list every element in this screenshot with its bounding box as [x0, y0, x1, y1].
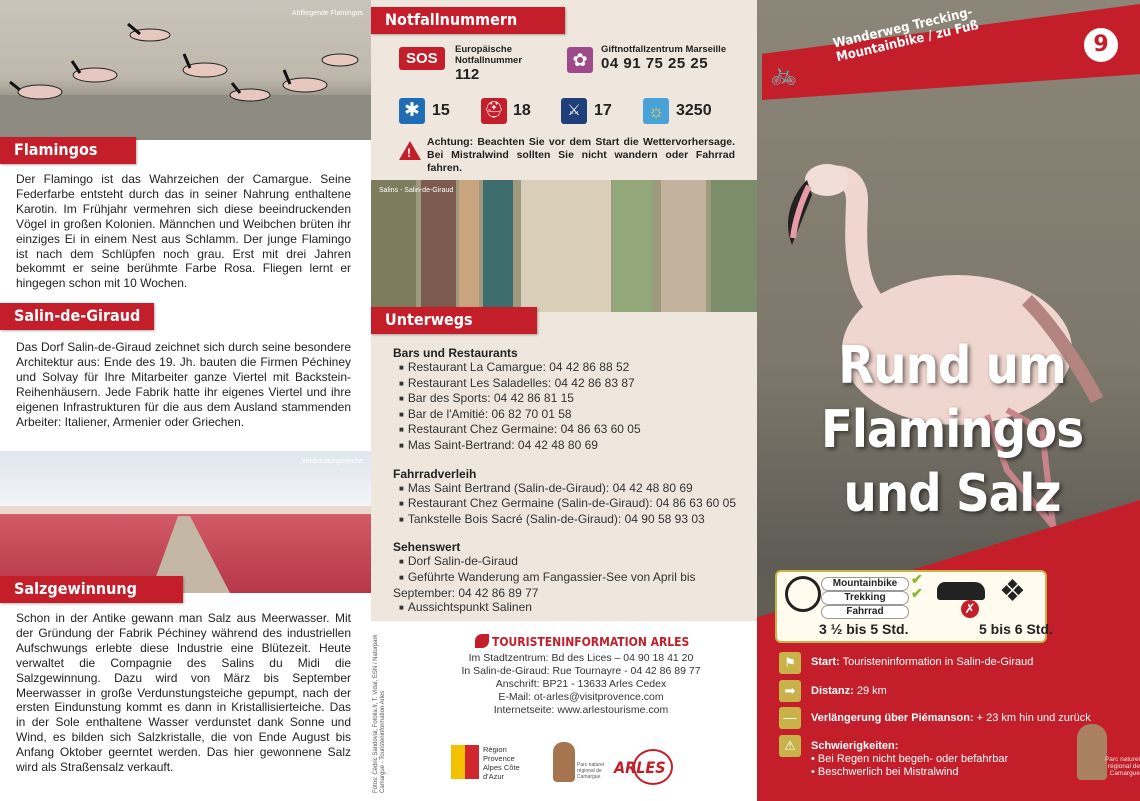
list-item: ■ Restaurant Chez Germaine (Salin-de-Giraud): 04 86 63 60 05: [393, 496, 753, 512]
sos-badge: SOS: [399, 47, 445, 70]
ti-line: Anschrift: BP21 - 13633 Arles Cedex: [495, 678, 667, 690]
warning-mark: !: [407, 146, 411, 160]
list-item: ■ Restaurant La Camargue: 04 42 86 88 52: [393, 360, 753, 376]
ti-title: TOURISTENINFORMATION ARLES: [492, 635, 690, 649]
distanz-value: 29 km: [856, 685, 887, 697]
parc-logo-text: Parc naturel régional de Camargue: [1104, 756, 1140, 777]
start-row: [811, 656, 1033, 668]
photo-caption: Verdunstungsteiche: [301, 458, 363, 465]
credits-vertical: Fotos: Cédric Sandoval, Fotolia.fr, T. Vidal, ESN / Naturpark Camargue - Touristeninformation Arles: [373, 634, 386, 793]
salin-heading: Salin-de-Giraud: [0, 303, 154, 330]
list-item: ■ Aussichtspunkt Salinen: [393, 600, 753, 616]
list-item: • Beschwerlich bei Mistralwind: [811, 766, 959, 778]
gift-label: Giftnotfallzentrum Marseille: [601, 44, 727, 55]
firefighter-icon: ⛑: [481, 98, 507, 124]
weather-icon: ☼: [643, 98, 669, 124]
unterwegs-content: [393, 336, 753, 616]
ti-line: Internetseite: www.arlestourisme.com: [493, 704, 669, 716]
arles-logo-ring: [633, 749, 673, 785]
time-bike: 3 ½ bis 5 Std.: [819, 621, 909, 637]
arrow-right-icon: ➡: [779, 680, 801, 702]
list-item: • Bei Regen nicht begeh- oder befahrbar: [811, 753, 1009, 765]
list-item: ■ Tankstelle Bois Sacré (Salin-de-Giraud): 04 90 58 93 03: [393, 512, 753, 528]
parc-logo-small: [553, 742, 575, 782]
photo-caption: Abfliegende Flamingos: [291, 10, 363, 17]
car-icon: [937, 582, 985, 600]
route-type: Wanderweg Trecking- Mountainbike / zu Fuß: [831, 4, 981, 66]
start-icon: ⚑: [779, 652, 801, 674]
ambulance-icon: ✱: [399, 98, 425, 124]
ti-line: In Salin-de-Giraud: Rue Tournayre - 04 42 86 89 77: [461, 665, 701, 677]
start-value: Touristeninformation in Salin-de-Giraud: [842, 656, 1034, 668]
poison-icon: ✿: [567, 47, 593, 73]
eu-label: Europäische Notfallnummer: [455, 44, 523, 66]
check-icon: ✔ ✔: [911, 571, 923, 601]
flamingos-heading: Flamingos: [0, 137, 136, 164]
time-foot: 5 bis 6 Std.: [979, 621, 1053, 637]
schw-label: Schwierigkeiten:: [811, 740, 899, 752]
route-number-badge: 9: [1081, 25, 1121, 65]
region-logo-text: Région Provence Alpes Côte d'Azur: [483, 745, 520, 781]
fahrrad-heading: Fahrradverleih: [393, 466, 477, 481]
flamingos-paragraph: Der Flamingo ist das Wahrzeichen der Camargue. Seine Federfarbe entsteht durch das in seiner Nahrung enthaltene Karotin. Im Frühjahr vermehren sich diese beeindruckenden Vögel in großen Kolonien. Männchen und Weibchen brüten ihr einziges Ei in einem Nest aus Schlamm. Der junge Flamingo ist nach dem Schlüpfen noch grau. Erst mit drei Jahren bekommt er seine berühmte Farbe Rosa. Fliegen lernt er hingegen schon mit 10 Wochen.: [16, 172, 351, 291]
mode-fahrrad: Fahrrad: [821, 605, 909, 619]
verl-label: Verlängerung über Piémanson:: [811, 712, 974, 724]
cover-title-line2: Flamingos: [820, 400, 1084, 460]
arles-logo: ARLES: [614, 758, 666, 777]
start-label: Start:: [811, 656, 840, 668]
warning-text: Achtung: Beachten Sie vor dem Start die Wettervorhersage. Bei Mistralwind sollten Sie nicht wandern oder Fahrrad fahren.: [427, 136, 735, 174]
no-car-icon: ✗: [961, 600, 979, 618]
ti-line: Im Stadtzentrum: Bd des Lices – 04 90 18 41 20: [468, 652, 694, 664]
cover-column: [757, 0, 1140, 801]
list-item: ■ Geführte Wanderung am Fangassier-See von April bis September: 04 42 86 89 77: [393, 570, 753, 600]
notfall-heading: Notfallnummern: [371, 7, 565, 34]
number-samu: 15: [432, 102, 450, 119]
mode-mountainbike: Mountainbike: [821, 577, 909, 591]
poison-center: [601, 44, 726, 72]
cover-title-line3: und Salz: [843, 464, 1061, 524]
bars-heading: Bars und Restaurants: [393, 346, 518, 360]
list-item: ■ Mas Saint Bertrand (Salin-de-Giraud): 04 42 48 80 69: [393, 481, 753, 497]
ti-line: E-Mail: ot-arles@visitprovence.com: [498, 691, 664, 703]
list-item: ■ Restaurant Chez Germaine: 04 86 63 60 05: [393, 422, 753, 438]
gift-number: 04 91 75 25 25: [601, 55, 709, 72]
salt-fields-aerial-photo: [371, 180, 757, 312]
verl-value: + 23 km hin und zurück: [976, 712, 1091, 724]
distanz-label: Distanz:: [811, 685, 854, 697]
mode-trekking: Trekking: [821, 591, 909, 605]
bike-walker-icon: 🚲: [770, 61, 798, 86]
number-weather: 3250: [676, 102, 712, 119]
warning-icon: ⚠: [779, 735, 801, 757]
police-icon: ⚔: [561, 98, 587, 124]
distanz-row: [811, 685, 887, 697]
list-item: ■ Mas Saint-Bertrand: 04 42 48 80 69: [393, 438, 753, 454]
cover-title-line1: Rund um: [838, 336, 1066, 396]
list-item: ■ Bar de l'Amitié: 06 82 70 01 58: [393, 407, 753, 423]
number-pompiers: 18: [513, 102, 531, 119]
bicycle-wheel-icon: [785, 576, 821, 612]
extension-icon: —: [779, 707, 801, 729]
ti-logo-icon: [475, 634, 489, 648]
salz-paragraph: Schon in der Antike gewann man Salz aus Meerwasser. Mit der Gründung der Fabrik Péchiney während des industriellen Aufschwungs erlebte diese Industrie eine Blütezeit. Heute verwaltet die Compagnie des Salins du Midi die Salzgewinnung. Dazu wird von März bis September Meerwasser in große Verdunstungsteiche gepumpt, nach der ersten Eindunstung kommt es dann in Kristallisierteiche. Das in der Sole enthaltene Wasser verdunstet dank Sonne und Wind, es bilden sich Salzkristalle, die von Ende August bis Anfang Oktober geerntet werden. Das hier gewonnene Salz wird als Straßensalz verkauft.: [16, 611, 351, 775]
eu-emergency: [455, 44, 545, 83]
sehens-heading: Sehenswert: [393, 540, 461, 555]
evaporation-ponds-photo: [0, 451, 371, 593]
schw-row: [811, 740, 1008, 779]
list-item: ■ Bar des Sports: 04 42 86 81 15: [393, 391, 753, 407]
parc-logo-small-text: Parc naturel régional de Camargue: [577, 762, 604, 780]
photo-caption: Salins - Salin-de-Giraud: [379, 187, 454, 194]
eu-number: 112: [455, 66, 480, 83]
middle-column: [371, 0, 757, 801]
flamingos-flying-photo: [0, 0, 371, 140]
unterwegs-heading: Unterwegs: [371, 307, 537, 334]
region-logo: [451, 745, 479, 779]
salz-heading: Salzgewinnung: [0, 576, 183, 603]
number-police: 17: [594, 102, 612, 119]
salin-paragraph: Das Dorf Salin-de-Giraud zeichnet sich durch seine besondere Architektur aus: Ende des 19. Jh. bauten die Firmen Péchiney und Solvay für Ihre Mitarbeiter ganze Viertel mit Backstein-Reihenhäusern. Jede Fabrik hatte ihr eigenes Viertel und ihre eigenen Infrastrukturen für die aus dem Ausland stammenden Arbeiter: Italiener, Armenier oder Griechen.: [16, 340, 351, 429]
list-item: ■ Dorf Salin-de-Giraud: [393, 554, 753, 570]
walker-icon: ❖: [999, 575, 1026, 608]
left-column: [0, 0, 371, 801]
list-item: ■ Restaurant Les Saladelles: 04 42 86 83 87: [393, 376, 753, 392]
verl-row: [811, 712, 1091, 724]
